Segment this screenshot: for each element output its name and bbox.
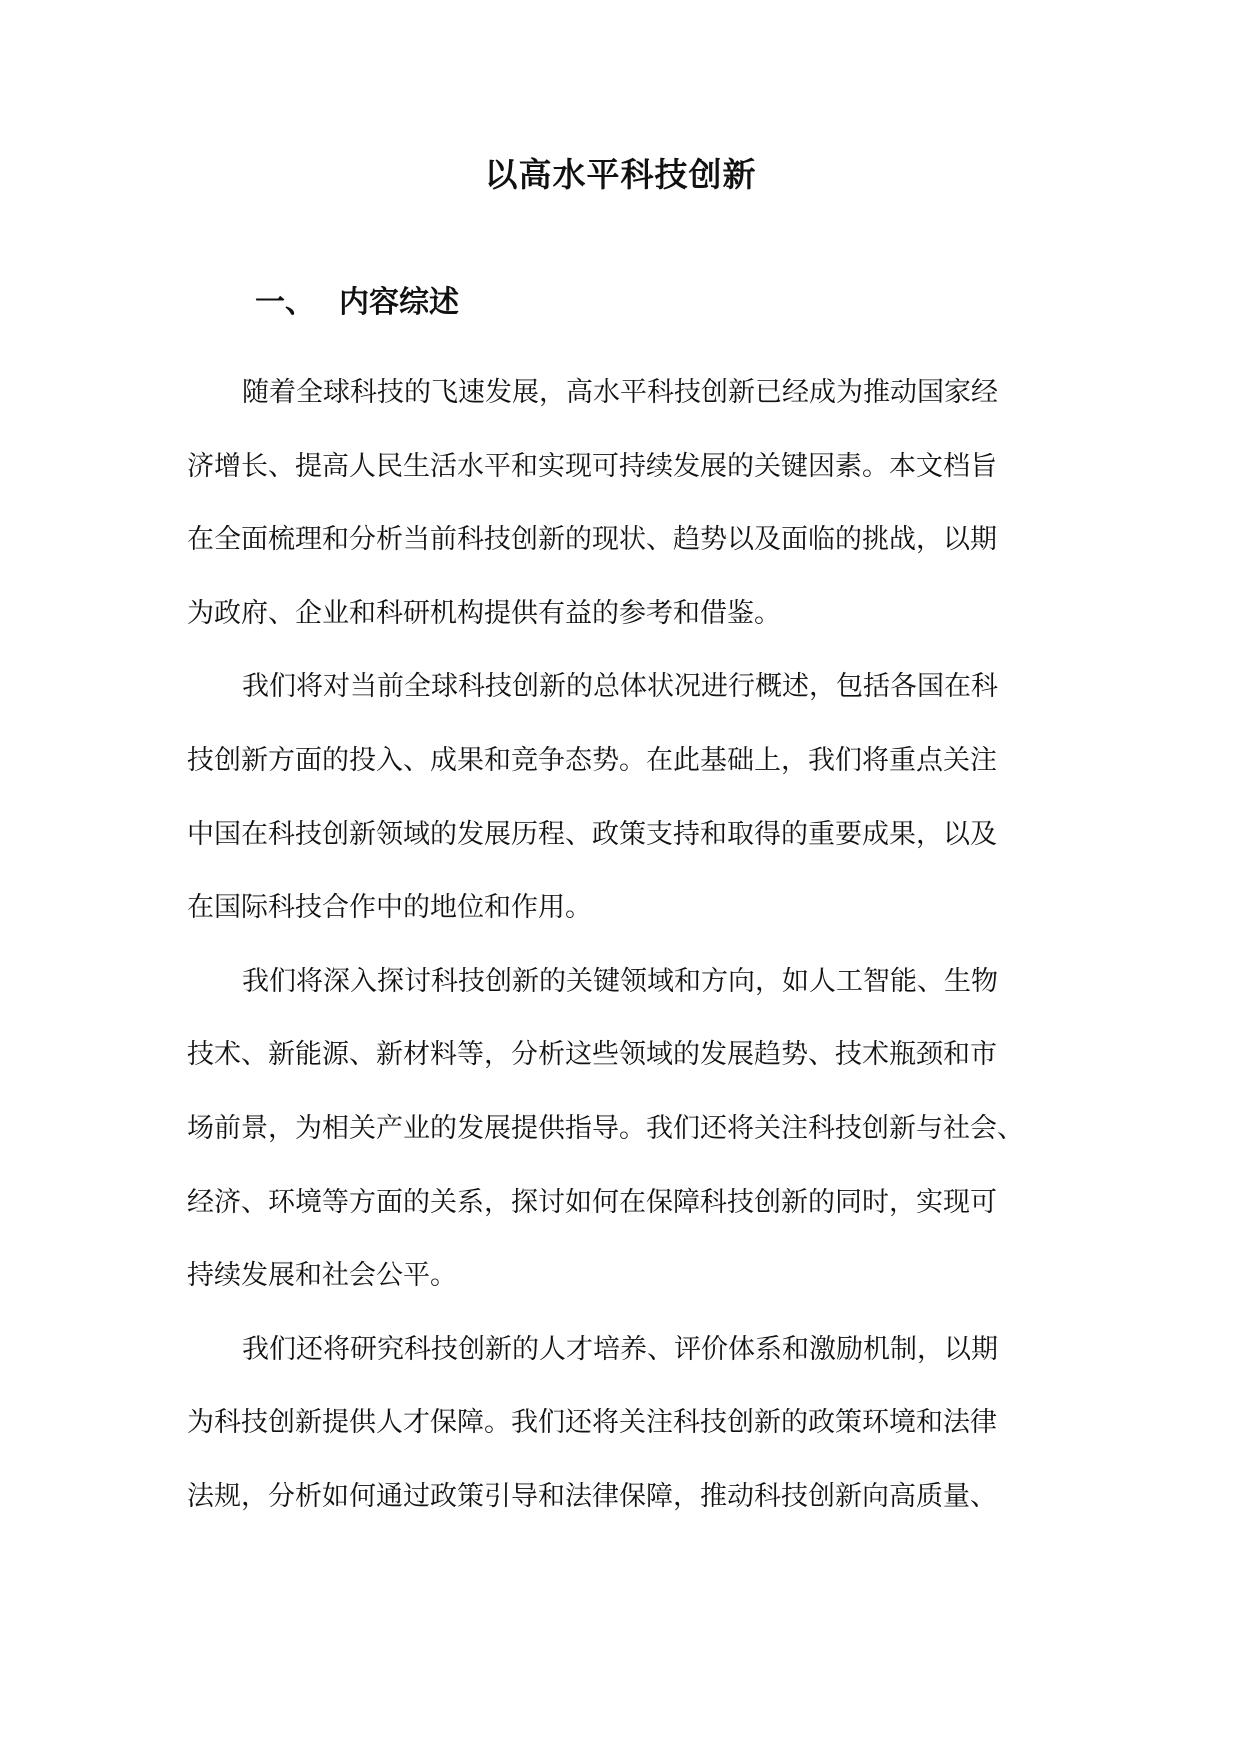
- paragraph-line: 我们将对当前全球科技创新的总体状况进行概述，包括各国在科: [242, 671, 998, 703]
- paragraph-line: 技术、新能源、新材料等，分析这些领域的发展趋势、技术瓶颈和市: [187, 1039, 997, 1071]
- paragraph-line: 场前景，为相关产业的发展提供指导。我们还将关注科技创新与社会、: [187, 1112, 1024, 1144]
- paragraph-line: 在全面梳理和分析当前科技创新的现状、趋势以及面临的挑战，以期: [187, 524, 997, 556]
- paragraph-line: 我们还将研究科技创新的人才培养、评价体系和激励机制，以期: [242, 1333, 998, 1365]
- section-heading: [255, 278, 459, 328]
- paragraph-4: [187, 1313, 1057, 1534]
- paragraph-3: [187, 945, 1057, 1313]
- paragraph-line: 在国际科技合作中的地位和作用。: [187, 892, 592, 924]
- paragraph-line: 我们将深入探讨科技创新的关键领域和方向，如人工智能、生物: [242, 965, 998, 997]
- paragraph-line: 中国在科技创新领域的发展历程、政策支持和取得的重要成果，以及: [187, 818, 997, 850]
- paragraph-line: 济增长、提高人民生活水平和实现可持续发展的关键因素。本文档旨: [187, 450, 997, 482]
- paragraph-line: 为政府、企业和科研机构提供有益的参考和借鉴。: [187, 597, 781, 629]
- paragraph-line: 法规，分析如何通过政策引导和法律保障，推动科技创新向高质量、: [187, 1480, 997, 1512]
- paragraph-line: 随着全球科技的飞速发展，高水平科技创新已经成为推动国家经: [242, 377, 998, 408]
- paragraph-line: 持续发展和社会公平。: [187, 1260, 457, 1292]
- document-title: 以高水平科技创新: [484, 155, 757, 194]
- section-number: 一、: [255, 285, 315, 320]
- paragraph-line: 为科技创新提供人才保障。我们还将关注科技创新的政策环境和法律: [187, 1407, 997, 1439]
- paragraph-1: [187, 356, 1057, 650]
- paragraph-2: [187, 650, 1057, 944]
- document-body: [187, 356, 1057, 1534]
- paragraph-line: 技创新方面的投入、成果和竞争态势。在此基础上，我们将重点关注: [187, 744, 997, 776]
- paragraph-line: 经济、环境等方面的关系，探讨如何在保障科技创新的同时，实现可: [187, 1186, 997, 1218]
- section-title: 内容综述: [339, 285, 459, 320]
